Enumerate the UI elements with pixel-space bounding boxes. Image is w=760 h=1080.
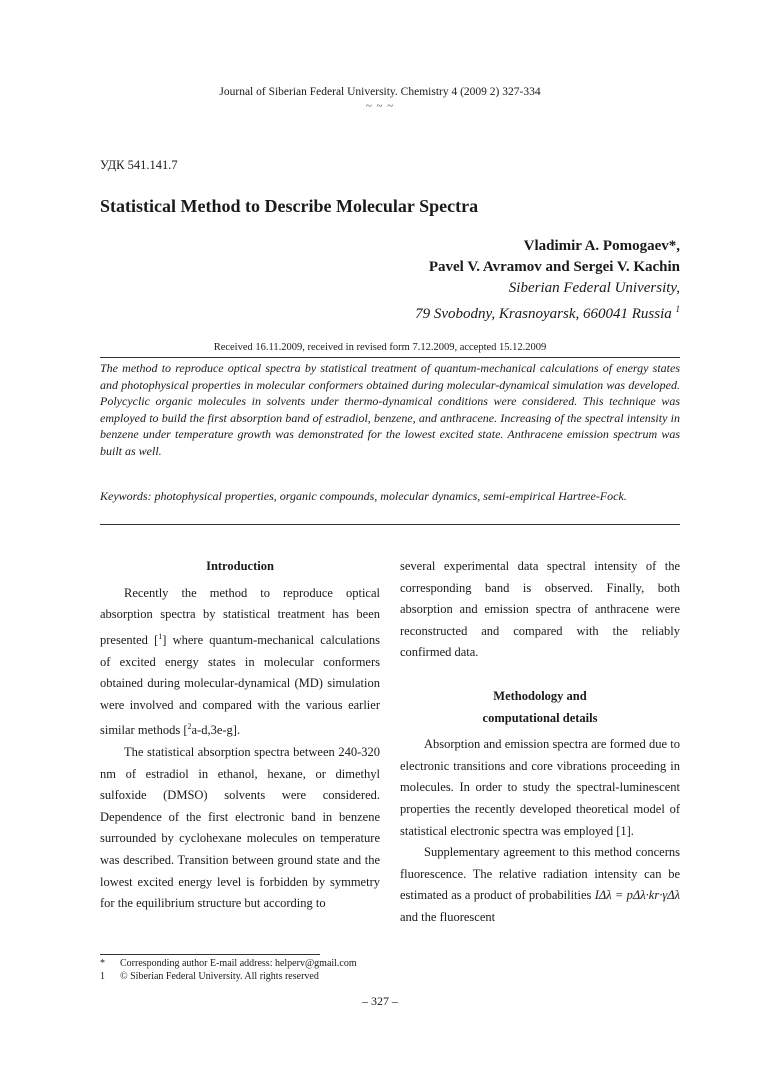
- keywords: Keywords: photophysical properties, organic compounds, molecular dynamics, semi-empirical Hartree-Fock.: [100, 489, 627, 503]
- intro-paragraph-3: several experimental data spectral intensity of the corresponding band is observed. Finally, both absorption and emission spectra of anthracene were reconstructed and compared with the reliably confirmed data.: [400, 559, 680, 660]
- footnote-corresponding-author: * Corresponding author E-mail address: helperv@gmail.com: [100, 958, 357, 969]
- abstract: The method to reproduce optical spectra by statistical treatment of quantum-mechanical calculations of energy states and photophysical properties in molecular conformers obtained during molecular-dynamical simulation was developed. Polycyclic organic molecules in solvents under thermo-dynamical conditions were considered. This technique was employed to build the first absorption band of estradiol, benzene, and anthracene. Increasing of the spectral intensity in benzene under temperature growth was demonstrated for the lowest excited state. Anthracene emission spectrum was built as well.: [100, 361, 680, 458]
- ref-sup-2: 2: [187, 722, 192, 732]
- paper-title: Statistical Method to Describe Molecular Spectra: [100, 196, 479, 216]
- affiliation-line-1: Siberian Federal University,: [508, 280, 680, 296]
- author-line-2: Pavel V. Avramov and Sergei V. Kachin: [428, 259, 680, 275]
- affiliation-address: 79 Svobodny, Krasnoyarsk, 660041 Russia: [415, 306, 672, 322]
- methods-paragraph-2: Supplementary agreement to this method concerns fluorescence. The relative radiation intensity can be estimated as a product of probabilities IΔλ = pΔλ·kr·γΔλ and the fluorescent: [400, 845, 680, 924]
- ref-sup-1: 1: [158, 631, 163, 641]
- intro-paragraph-1: Recently the method to reproduce optical absorption spectra by statistical treatment has been presented [$^1$] where quantum-mechanical calculations of excited energy states in molecular conformers obtained during molecular-dynamical (MD) simulation were involved and compared with the various earlier similar methods [$^2$a-d,3e-g].: [100, 585, 381, 738]
- header-ornament: ~ ~ ~: [365, 100, 395, 112]
- journal-header: Journal of Siberian Federal University. Chemistry 4 (2009 2) 327-334: [219, 86, 541, 98]
- footnote-copyright: 1 © Siberian Federal University. All rights reserved: [100, 971, 319, 982]
- affiliation-footnote-mark: 1: [675, 304, 680, 314]
- received-dates: Received 16.11.2009, received in revised form 7.12.2009, accepted 15.12.2009: [213, 342, 547, 353]
- udk-code: УДК 541.141.7: [100, 158, 178, 172]
- methods-paragraph-1: Absorption and emission spectra are formed due to electronic transitions and core vibrations proceeding in molecules. In order to study the spectral-luminescent properties the recently developed theoretical model of statistical electronic spectra was employed [1].: [400, 737, 680, 838]
- section-heading-methodology: Methodology and computational details: [482, 688, 598, 725]
- page-number: – 327 –: [362, 994, 398, 1008]
- author-line-1: Vladimir A. Pomogaev*,: [523, 238, 680, 254]
- right-column: [400, 556, 680, 929]
- abstract-bottom-rule: [100, 524, 680, 525]
- section-heading-introduction: Introduction: [206, 559, 274, 573]
- abstract-top-rule: [100, 357, 680, 358]
- footnote-rule: [100, 954, 320, 955]
- author-block: [415, 236, 680, 325]
- affiliation-line-2: [415, 299, 680, 325]
- left-column: [100, 556, 380, 915]
- intro-paragraph-2: The statistical absorption spectra between 240-320 nm of estradiol in ethanol, hexane, or dimethyl sulfoxide (DMSO) solvents were considered. Dependence of the first electronic band in benzene surrounded by cyclohexane molecules on temperature was described. Transition between ground state and the lowest excited energy level is forbidden by symmetry for the equilibrium structure but according to: [100, 745, 380, 911]
- intensity-formula: IΔλ = pΔλ·kr·γΔλ: [594, 888, 680, 903]
